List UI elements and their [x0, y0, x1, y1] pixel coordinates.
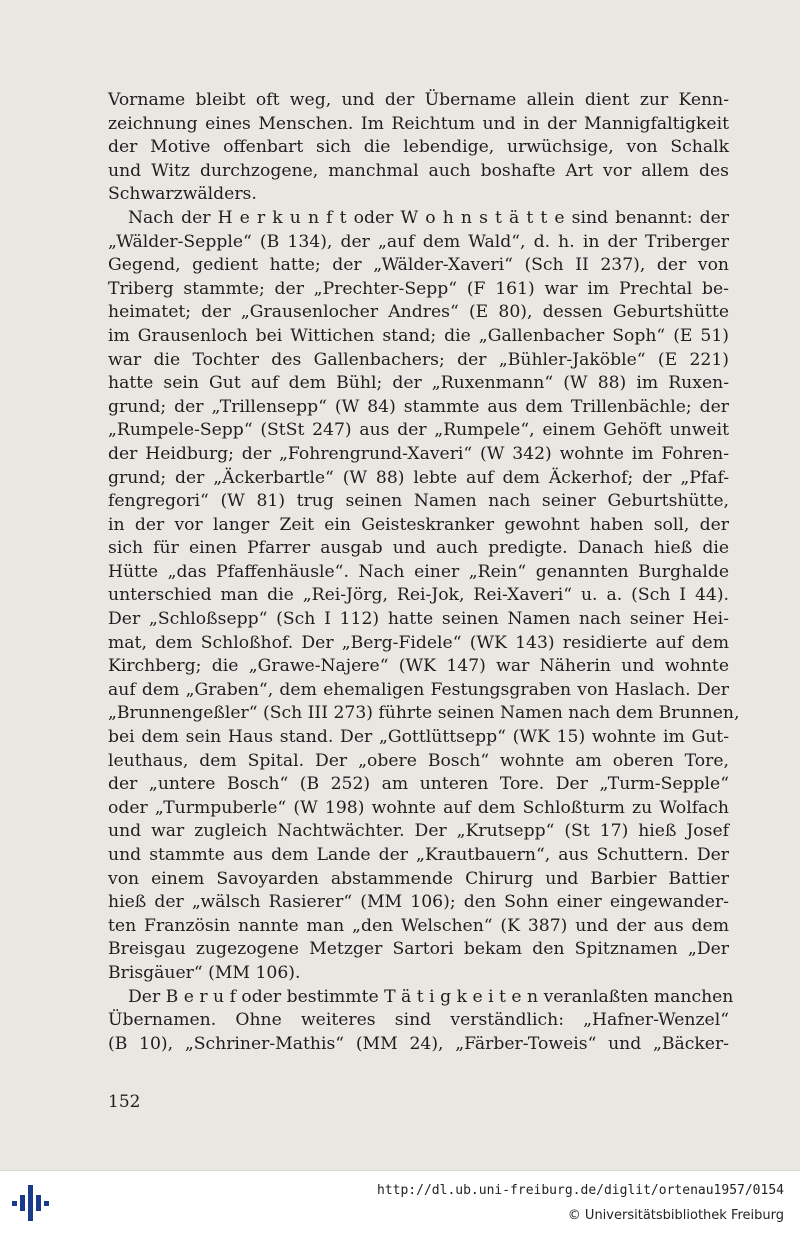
copyright-notice: © Universitätsbibliothek Freiburg	[567, 1208, 784, 1223]
text-line: im Grausenloch bei Wittichen stand; die „Gallenbacher Soph“ (E 51)	[108, 325, 729, 346]
text-line: hieß der „wälsch Rasierer“ (MM 106); den Sohn einer eingewander-	[108, 892, 729, 913]
text-line: leuthaus, dem Spital. Der „obere Bosch“ wohnte am oberen Tore,	[108, 750, 729, 771]
text-line: hatte sein Gut auf dem Bühl; der „Ruxenmann“ (W 88) im Ruxen-	[108, 373, 729, 394]
text-line: war die Tochter des Gallenbachers; der „Bühler-Jaköble“ (E 221)	[108, 349, 729, 370]
text-line: mat, dem Schloßhof. Der „Berg-Fidele“ (WK 143) residierte auf dem	[108, 632, 729, 653]
text-line: grund; der „Äckerbartle“ (W 88) lebte auf dem Äckerhof; der „Pfaf-	[108, 467, 729, 488]
text-line: in der vor langer Zeit ein Geisteskranker gewohnt haben soll, der	[108, 514, 729, 535]
text-line: und stammte aus dem Lande der „Krautbauern“, aus Schuttern. Der	[108, 845, 729, 865]
text-line: Gegend, gedient hatte; der „Wälder-Xaveri“ (Sch II 237), der von	[108, 255, 729, 276]
text-line: Schwarzwälders.	[108, 184, 257, 205]
text-line: grund; der „Trillensepp“ (W 84) stammte aus dem Trillenbächle; der	[108, 396, 729, 417]
text-line: Vorname bleibt oft weg, und der Übername allein dient zur Kenn-	[108, 90, 729, 110]
library-logo-icon	[12, 1183, 52, 1223]
page-number: 152	[108, 1092, 141, 1112]
text-line: Kirchberg; die „Grawe-Najere“ (WK 147) war Näherin und wohnte	[108, 656, 729, 677]
text-line: ten Französin nannte man „den Welschen“ (K 387) und der aus dem	[108, 915, 729, 936]
text-line: Nach der H e r k u n f t oder W o h n s t ä t t e sind benannt: der	[128, 207, 729, 228]
text-line: auf dem „Graben“, dem ehemaligen Festungsgraben von Haslach. Der	[108, 679, 729, 700]
text-line: und Witz durchzogene, manchmal auch boshafte Art vor allem des	[108, 160, 729, 181]
text-line: Der „Schloßsepp“ (Sch I 112) hatte seinen Namen nach seiner Hei-	[108, 609, 729, 630]
body-text	[108, 89, 740, 1056]
text-line: Triberg stammte; der „Prechter-Sepp“ (F 161) war im Prechtal be-	[108, 278, 729, 299]
text-line: (B 10), „Schriner-Mathis“ (MM 24), „Färber-Toweis“ und „Bäcker-	[108, 1033, 729, 1054]
library-footer	[0, 1170, 800, 1233]
text-line: Hütte „das Pfaffenhäusle“. Nach einer „Rein“ genannten Burghalde	[108, 561, 729, 582]
text-line: Der B e r u f oder bestimmte T ä t i g k e i t e n veranlaßten manchen	[128, 986, 734, 1007]
text-line: „Rumpele-Sepp“ (StSt 247) aus der „Rumpele“, einem Gehöft unweit	[108, 420, 729, 441]
text-line: der Motive offenbart sich die lebendige, urwüchsige, von Schalk	[108, 137, 729, 158]
text-line: der „untere Bosch“ (B 252) am unteren Tore. Der „Turm-Sepple“	[108, 774, 729, 795]
text-line: „Brunnengeßler“ (Sch III 273) führte seinen Namen nach dem Brunnen,	[108, 703, 740, 724]
text-line: Breisgau zugezogene Metzger Sartori bekam den Spitznamen „Der	[108, 939, 729, 960]
text-line: „Wälder-Sepple“ (B 134), der „auf dem Wald“, d. h. in der Triberger	[108, 231, 729, 252]
text-line: der Heidburg; der „Fohrengrund-Xaveri“ (W 342) wohnte im Fohren-	[108, 443, 729, 464]
text-line: zeichnung eines Menschen. Im Reichtum und in der Mannigfaltigkeit	[108, 113, 729, 134]
source-url-link[interactable]: http://dl.ub.uni-freiburg.de/diglit/ortenau1957/0154	[377, 1183, 784, 1198]
text-line: heimatet; der „Grausenlocher Andres“ (E 80), dessen Geburtshütte	[108, 302, 729, 323]
text-line: Übernamen. Ohne weiteres sind verständlich: „Hafner-Wenzel“	[108, 1010, 729, 1031]
text-line: oder „Turmpuberle“ (W 198) wohnte auf dem Schloßturm zu Wolfach	[108, 797, 729, 818]
text-line: von einem Savoyarden abstammende Chirurg und Barbier Battier	[108, 868, 729, 889]
text-line: bei dem sein Haus stand. Der „Gottlüttsepp“ (WK 15) wohnte im Gut-	[108, 727, 729, 748]
text-line: sich für einen Pfarrer ausgab und auch predigte. Danach hieß die	[108, 538, 729, 559]
text-line: und war zugleich Nachtwächter. Der „Krutsepp“ (St 17) hieß Josef	[108, 821, 729, 842]
text-line: Brisgäuer“ (MM 106).	[108, 962, 301, 983]
text-line: fengregori“ (W 81) trug seinen Namen nach seiner Geburtshütte,	[108, 491, 729, 512]
text-line: unterschied man die „Rei-Jörg, Rei-Jok, Rei-Xaveri“ u. a. (Sch I 44).	[108, 585, 729, 606]
